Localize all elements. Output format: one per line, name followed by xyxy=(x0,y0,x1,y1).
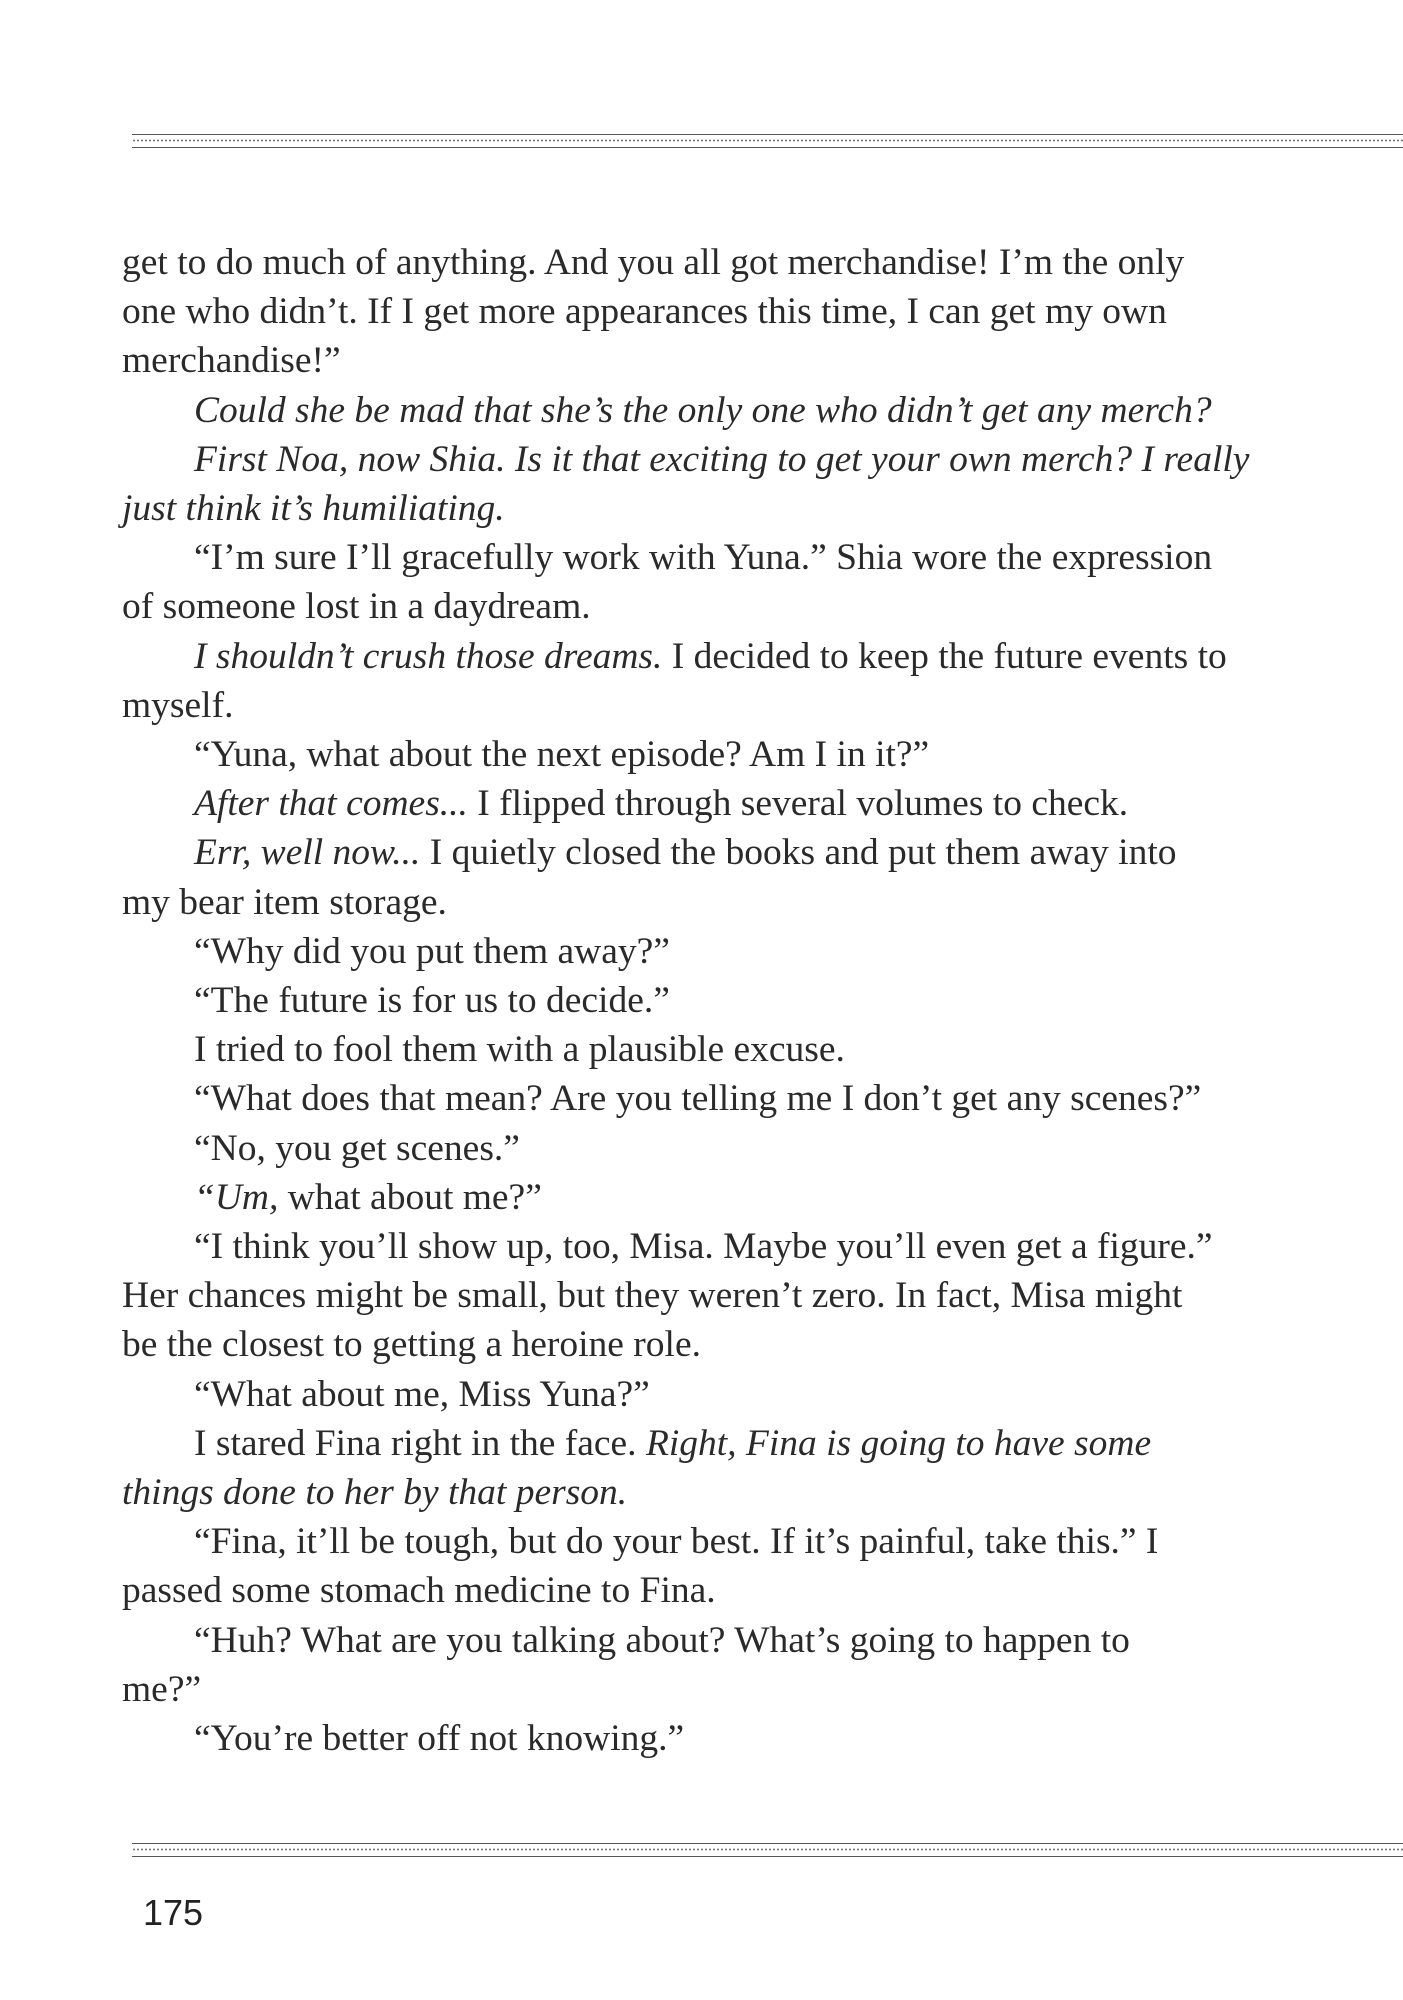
text-line xyxy=(122,484,1247,533)
italic-text: After that comes... xyxy=(194,783,468,825)
text-line: my bear item storage. xyxy=(122,881,447,923)
text-line xyxy=(122,386,1247,435)
text-line: get to do much of anything. And you all got merchandise! I’m the only xyxy=(122,242,1185,283)
italic-text: just think it’s humiliating. xyxy=(122,488,505,530)
text-line: Her chances might be small, but they weren’t zero. In fact, Misa might xyxy=(122,1275,1183,1317)
line-text: I quietly closed the books and put them away into xyxy=(420,832,1177,874)
line-text: I stared Fina right in the face. xyxy=(194,1422,646,1464)
text-line xyxy=(122,1419,1247,1468)
page-number: 175 xyxy=(143,1892,204,1933)
italic-text: First Noa, now Shia. Is it that exciting to get your own merch? I really xyxy=(194,438,1250,480)
text-line xyxy=(122,1468,1247,1517)
italic-text: “Um, xyxy=(194,1176,279,1218)
text-line: “What about me, Miss Yuna?” xyxy=(194,1373,650,1415)
line-text: I decided to keep the future events to xyxy=(662,635,1227,677)
text-line: merchandise!” xyxy=(122,340,341,382)
top-dotted-rule xyxy=(132,134,1403,148)
text-line xyxy=(122,1173,1247,1222)
text-line: “You’re better off not knowing.” xyxy=(194,1718,685,1760)
text-line: of someone lost in a daydream. xyxy=(122,586,591,628)
text-line: “Yuna, what about the next episode? Am I in it?” xyxy=(194,734,930,776)
text-line xyxy=(122,779,1247,828)
line-text: what about me?” xyxy=(278,1176,542,1218)
text-line: one who didn’t. If I get more appearances this time, I can get my own xyxy=(122,291,1167,333)
text-line: “Fina, it’ll be tough, but do your best. If it’s painful, take this.” I xyxy=(194,1521,1159,1563)
text-line: passed some stomach medicine to Fina. xyxy=(122,1570,716,1612)
text-line: “I’m sure I’ll gracefully work with Yuna.” Shia wore the expression xyxy=(194,537,1213,579)
text-line: “Why did you put them away?” xyxy=(194,930,670,972)
text-line: myself. xyxy=(122,684,234,726)
text-line: “No, you get scenes.” xyxy=(194,1127,520,1169)
text-line: “What does that mean? Are you telling me I don’t get any scenes?” xyxy=(194,1078,1202,1120)
body-text xyxy=(122,238,1250,1763)
line-text: I flipped through several volumes to check. xyxy=(467,783,1129,825)
italic-text: Could she be mad that she’s the only one who didn’t get any merch? xyxy=(194,389,1212,431)
text-line xyxy=(122,435,1250,484)
text-line: be the closest to getting a heroine role. xyxy=(122,1324,701,1366)
text-line: I tried to fool them with a plausible excuse. xyxy=(194,1029,845,1071)
text-line: “I think you’ll show up, too, Misa. Maybe you’ll even get a figure.” xyxy=(194,1226,1213,1268)
text-line: me?” xyxy=(122,1668,202,1710)
text-line: “Huh? What are you talking about? What’s going to happen to xyxy=(194,1619,1130,1661)
text-line xyxy=(122,828,1247,877)
italic-text: Err, well now... xyxy=(194,832,421,874)
italic-text: things done to her by that person. xyxy=(122,1472,628,1514)
text-line xyxy=(122,632,1247,681)
italic-text: I shouldn’t crush those dreams. xyxy=(194,635,663,677)
bottom-dotted-rule xyxy=(132,1843,1403,1857)
text-line: “The future is for us to decide.” xyxy=(194,980,670,1022)
italic-text: Right, Fina is going to have some xyxy=(645,1422,1152,1464)
